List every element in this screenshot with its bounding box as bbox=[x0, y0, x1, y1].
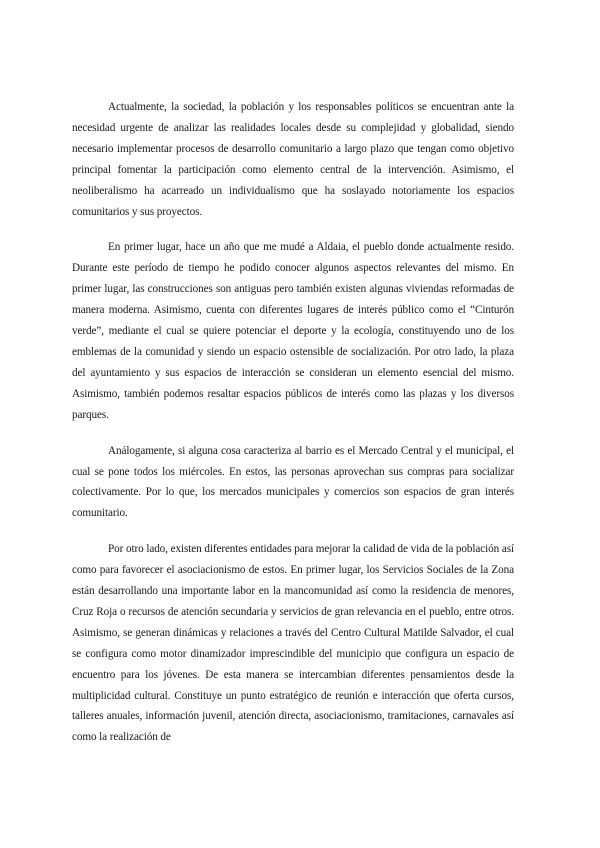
paragraph-3: Análogamente, si alguna cosa caracteriza al barrio es el Mercado Central y el municipal, el cual se pone todos los miércoles. En estos, las personas aprovechan sus compras para socializar colectivamente. Por lo que, los mercados municipales y comercios son espacios de gran interés comunitario. bbox=[72, 444, 514, 520]
paragraph-1: Actualmente, la sociedad, la población y los responsables políticos se encuentran ante la necesidad urgente de analizar las realidades locales desde su complejidad y globalidad, siendo necesario implementar procesos de desarrollo comunitario a largo plazo que tengan como objetivo principal fomentar la participación como elemento central de la intervención. Asimismo, el neoliberalismo ha acarreado un individualismo que ha soslayado notoriamente los espacios comunitarios y sus proyectos. bbox=[72, 101, 514, 218]
paragraph-4: Por otro lado, existen diferentes entidades para mejorar la calidad de vida de la población así como para favorecer el asociacionismo de estos. En primer lugar, los Servicios Sociales de la Zona están desarrollando una importante labor en la mancomunidad así como la residencia de menores, Cruz Roja o recursos de atención secundaria y servicios de gran relevancia en el pueblo, entre otros. Asimismo, se generan dinámicas y relaciones a través del Centro Cultural Matilde Salvador, el cual se configura como motor dinamizador imprescindible del municipio que configura un espacio de encuentro para los jóvenes. De esta manera se intercambian diferentes pensamientos desde la multiplicidad cultural. Constituye un punto estratégico de reunión e interacción que oferta cursos, talleres anuales, información juvenil, atención directa, asociacionismo, tramitaciones, carnavales así como la realización de bbox=[72, 543, 514, 744]
paragraph-2: En primer lugar, hace un año que me mudé a Aldaia, el pueblo donde actualmente resido. Durante este período de tiempo he podido conocer algunos aspectos relevantes del mismo. En primer lugar, las construcciones son antiguas pero también existen algunas viviendas reformadas de manera moderna. Asimismo, cuenta con diferentes lugares de interés público como el “Cinturón verde”, mediante el cual se quiere potenciar el deporte y la ecología, constituyendo uno de los emblemas de la comunidad y siendo un espacio ostensible de socialización. Por otro lado, la plaza del ayuntamiento y sus espacios de interacción se consideran un elemento esencial del mismo. Asimismo, también podemos resaltar espacios públicos de interés como las plazas y los diversos parques. bbox=[72, 241, 514, 421]
